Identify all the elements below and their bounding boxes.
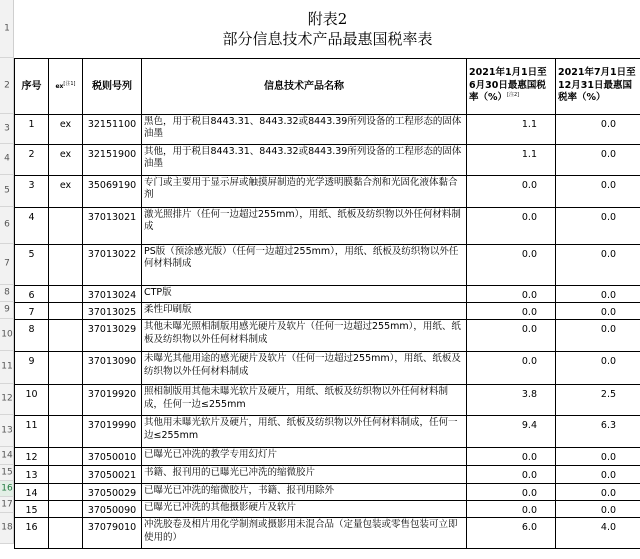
cell-ex[interactable]: ex	[49, 175, 83, 207]
row-number[interactable]	[0, 513, 14, 544]
cell-rate-h1[interactable]: 1.1	[467, 144, 556, 175]
cell-ex[interactable]	[49, 244, 83, 285]
header-seq[interactable]: 序号	[15, 58, 49, 114]
row-number[interactable]	[0, 114, 14, 144]
header-rate-h1[interactable]: 2021年1月1日至6月30日最惠国税率（%）[注2]	[467, 58, 556, 114]
cell-rate-h1[interactable]: 0.0	[467, 285, 556, 302]
cell-rate-h2[interactable]: 0.0	[556, 285, 640, 302]
cell-rate-h1[interactable]: 9.4	[467, 416, 556, 448]
cell-seq[interactable]: 13	[15, 466, 49, 483]
cell-code[interactable]: 32151100	[83, 114, 142, 144]
cell-name[interactable]: 黑色，用于税目8443.31、8443.32或8443.39所列设备的工程形态的固体油墨	[142, 114, 467, 144]
title-line1: 附表2	[307, 9, 348, 28]
cell-seq[interactable]: 8	[15, 320, 49, 352]
cell-ex[interactable]	[49, 416, 83, 448]
cell-code[interactable]: 37013024	[83, 285, 142, 302]
row-number[interactable]	[0, 319, 14, 351]
table-row	[15, 518, 640, 549]
header-row	[15, 58, 640, 114]
table-row	[15, 175, 640, 207]
table-row	[15, 466, 640, 483]
cell-code[interactable]: 37050010	[83, 448, 142, 466]
cell-seq[interactable]: 4	[15, 207, 49, 244]
cell-rate-h1[interactable]: 0.0	[467, 207, 556, 244]
title-line2: 部分信息技术产品最惠国税率表	[222, 29, 433, 48]
cell-rate-h2[interactable]: 0.0	[556, 175, 640, 207]
cell-rate-h2[interactable]: 0.0	[556, 144, 640, 175]
cell-name[interactable]: 其他用未曝光软片及硬片，用纸、纸板及纺织物以外任何材料制成，任何一边≤255mm	[142, 416, 467, 448]
cell-ex[interactable]	[49, 320, 83, 352]
row-number-label: 8	[4, 287, 10, 298]
row-number-label: 2	[4, 80, 10, 90]
cell-name[interactable]: 激光照排片（任何一边超过255mm），用纸、纸板及纺织物以外任何材料制成	[142, 207, 467, 244]
row-number-label: 7	[4, 258, 10, 269]
cell-code[interactable]: 37050029	[83, 483, 142, 500]
row-number-label: 9	[4, 304, 10, 315]
cell-name[interactable]: 其他未曝光照相制版用感光硬片及软片（任何一边超过255mm），用纸、纸板及纺织物以外任何材料制成	[142, 320, 467, 352]
cell-code[interactable]: 37019990	[83, 416, 142, 448]
cell-ex[interactable]	[49, 448, 83, 466]
row-number-label: 6	[4, 219, 10, 230]
row-number[interactable]	[0, 302, 14, 319]
cell-code[interactable]: 37013022	[83, 244, 142, 285]
table-row	[15, 144, 640, 175]
table-row	[15, 500, 640, 517]
row-number-label: 11	[1, 361, 13, 372]
row-number[interactable]	[0, 447, 14, 465]
cell-name[interactable]: 已曝光已冲洗的缩微胶片，书籍、报刊用除外	[142, 483, 467, 500]
cell-rate-h2[interactable]: 0.0	[556, 302, 640, 319]
row-number[interactable]	[0, 415, 14, 447]
cell-seq[interactable]: 11	[15, 416, 49, 448]
cell-seq[interactable]: 15	[15, 500, 49, 517]
header-rate-h2[interactable]: 2021年7月1日至12月31日最惠国税率（%）	[556, 58, 640, 114]
cell-name[interactable]: 已曝光已冲洗的其他摄影硬片及软片	[142, 500, 467, 517]
cell-ex[interactable]	[49, 483, 83, 500]
cell-code[interactable]: 37050090	[83, 500, 142, 517]
cell-code[interactable]: 32151900	[83, 144, 142, 175]
cell-rate-h2[interactable]: 0.0	[556, 448, 640, 466]
row-number[interactable]	[0, 351, 14, 384]
cell-ex[interactable]: ex	[49, 114, 83, 144]
cell-name[interactable]: 未曝光其他用途的感光硬片及软片（任何一边超过255mm），用纸、纸板及纺织物以外任何材料制成	[142, 352, 467, 385]
cell-seq[interactable]: 7	[15, 302, 49, 319]
cell-ex[interactable]	[49, 500, 83, 517]
row-number-label: 17	[1, 499, 13, 509]
row-number-label: 10	[1, 329, 13, 339]
cell-code[interactable]: 35069190	[83, 175, 142, 207]
cell-name[interactable]: CTP版	[142, 285, 467, 302]
row-number-label: 1	[4, 23, 10, 33]
row-number-label: 13	[1, 425, 13, 435]
row-number-label: 15	[1, 467, 13, 477]
cell-name[interactable]: PS版（预涂感光版）（任何一边超过255mm），用纸、纸板及纺织物以外任何材料制成	[142, 244, 467, 285]
row-number[interactable]	[0, 497, 14, 513]
cell-seq[interactable]: 3	[15, 175, 49, 207]
row-number[interactable]	[0, 207, 14, 244]
table-row	[15, 302, 640, 319]
cell-rate-h1[interactable]: 0.0	[467, 466, 556, 483]
cell-seq[interactable]: 1	[15, 114, 49, 144]
cell-seq[interactable]: 10	[15, 385, 49, 416]
title-row	[15, 0, 640, 58]
cell-name[interactable]: 专门或主要用于显示屏或触摸屏制造的光学透明膜黏合剂和光固化液体黏合剂	[142, 175, 467, 207]
cell-name[interactable]: 书籍、报刊用的已曝光已冲洗的缩微胶片	[142, 466, 467, 483]
cell-rate-h2[interactable]: 0.0	[556, 466, 640, 483]
cell-ex[interactable]	[49, 518, 83, 549]
row-number-label: 4	[4, 153, 10, 164]
row-number-label: 14	[1, 450, 13, 460]
cell-rate-h2[interactable]: 0.0	[556, 352, 640, 385]
cell-rate-h2[interactable]: 0.0	[556, 207, 640, 244]
cell-ex[interactable]	[49, 352, 83, 385]
cell-code[interactable]: 37050021	[83, 466, 142, 483]
cell-rate-h1[interactable]: 0.0	[467, 448, 556, 466]
cell-ex[interactable]	[49, 466, 83, 483]
row-number-label: 12	[1, 393, 13, 404]
cell-code[interactable]: 37013090	[83, 352, 142, 385]
header-ex[interactable]: ex[注1]	[49, 58, 83, 114]
tariff-table	[14, 0, 640, 549]
cell-code[interactable]: 37019920	[83, 385, 142, 416]
cell-rate-h2[interactable]: 4.0	[556, 518, 640, 549]
table-row	[15, 285, 640, 302]
cell-rate-h1[interactable]: 0.0	[467, 175, 556, 207]
cell-ex[interactable]	[49, 385, 83, 416]
table-row	[15, 448, 640, 466]
cell-code[interactable]: 37013025	[83, 302, 142, 319]
cell-rate-h1[interactable]: 0.0	[467, 483, 556, 500]
cell-rate-h1[interactable]: 0.0	[467, 352, 556, 385]
row-number[interactable]	[0, 285, 14, 302]
row-number-label: 16	[1, 483, 13, 493]
cell-seq[interactable]: 6	[15, 285, 49, 302]
cell-rate-h1[interactable]: 0.0	[467, 302, 556, 319]
table-row	[15, 352, 640, 385]
cell-rate-h1[interactable]: 1.1	[467, 114, 556, 144]
cell-seq[interactable]: 9	[15, 352, 49, 385]
cell-rate-h1[interactable]: 3.8	[467, 385, 556, 416]
row-number-label: 5	[4, 185, 10, 195]
row-number[interactable]	[0, 465, 14, 481]
table-row	[15, 385, 640, 416]
table-row	[15, 483, 640, 500]
cell-rate-h2[interactable]: 0.0	[556, 244, 640, 285]
table-row	[15, 114, 640, 144]
cell-rate-h2[interactable]: 0.0	[556, 483, 640, 500]
cell-rate-h2[interactable]: 0.0	[556, 114, 640, 144]
title-cell[interactable]	[15, 0, 640, 58]
cell-ex[interactable]	[49, 207, 83, 244]
cell-name[interactable]: 已曝光已冲洗的教学专用幻灯片	[142, 448, 467, 466]
cell-seq[interactable]: 5	[15, 244, 49, 285]
cell-rate-h2[interactable]: 6.3	[556, 416, 640, 448]
cell-rate-h1[interactable]: 0.0	[467, 320, 556, 352]
row-number-label: 18	[1, 522, 13, 533]
cell-seq[interactable]: 12	[15, 448, 49, 466]
table-row	[15, 320, 640, 352]
cell-seq[interactable]: 14	[15, 483, 49, 500]
cell-seq[interactable]: 2	[15, 144, 49, 175]
cell-seq[interactable]: 16	[15, 518, 49, 549]
cell-ex[interactable]	[49, 302, 83, 319]
row-number-label: 3	[4, 123, 10, 133]
cell-rate-h1[interactable]: 6.0	[467, 518, 556, 549]
cell-ex[interactable]	[49, 285, 83, 302]
row-number[interactable]	[0, 58, 14, 114]
row-number[interactable]	[0, 244, 14, 285]
row-number[interactable]	[0, 481, 14, 497]
cell-rate-h1[interactable]: 0.0	[467, 500, 556, 517]
cell-rate-h2[interactable]: 0.0	[556, 320, 640, 352]
table-row	[15, 416, 640, 448]
cell-code[interactable]: 37079010	[83, 518, 142, 549]
row-number[interactable]	[0, 384, 14, 415]
cell-name[interactable]: 其他，用于税目8443.31、8443.32或8443.39所列设备的工程形态的固体油墨	[142, 144, 467, 175]
header-code[interactable]: 税则号列	[83, 58, 142, 114]
cell-code[interactable]: 37013021	[83, 207, 142, 244]
table-row	[15, 207, 640, 244]
cell-rate-h2[interactable]: 2.5	[556, 385, 640, 416]
row-number[interactable]	[0, 0, 14, 58]
row-number[interactable]	[0, 175, 14, 207]
cell-name[interactable]: 冲洗胶卷及相片用化学制剂或摄影用未混合品（定量包装或零售包装可立即使用的）	[142, 518, 467, 549]
table-row	[15, 244, 640, 285]
cell-name[interactable]: 柔性印刷版	[142, 302, 467, 319]
cell-code[interactable]: 37013029	[83, 320, 142, 352]
header-name[interactable]: 信息技术产品名称	[142, 58, 467, 114]
cell-rate-h1[interactable]: 0.0	[467, 244, 556, 285]
cell-name[interactable]: 照相制版用其他未曝光软片及硬片，用纸、纸板及纺织物以外任何材料制成，任何一边≤255mm	[142, 385, 467, 416]
cell-ex[interactable]: ex	[49, 144, 83, 175]
cell-rate-h2[interactable]: 0.0	[556, 500, 640, 517]
row-number[interactable]	[0, 144, 14, 175]
